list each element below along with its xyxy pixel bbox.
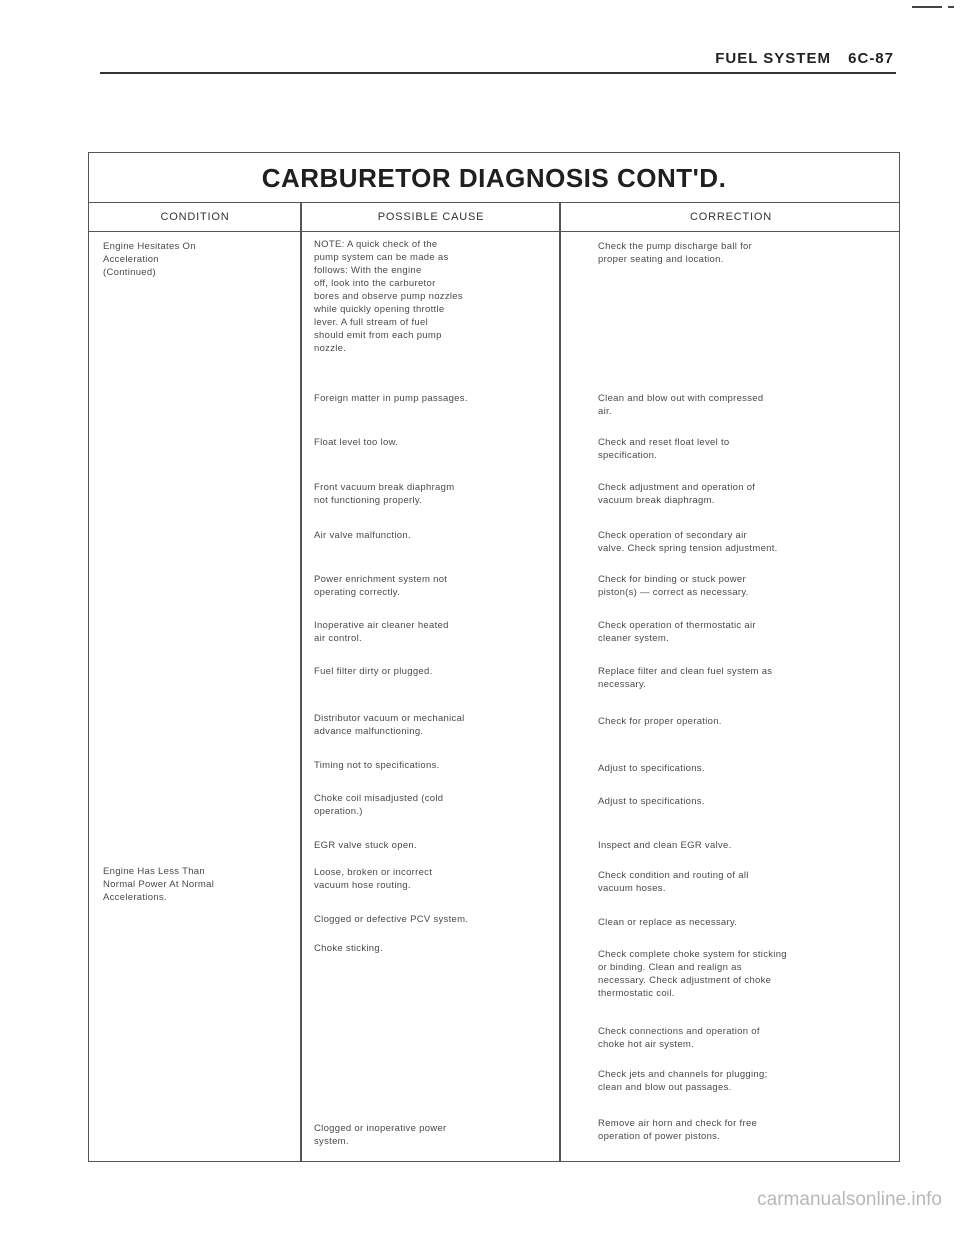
watermark: carmanualsonline.info <box>757 1189 942 1210</box>
correction-cell: Check adjustment and operation of vacuum break diaphragm. <box>598 482 756 506</box>
cause-cell: Air valve malfunction. <box>314 530 411 541</box>
column-header-cause: POSSIBLE CAUSE <box>377 211 485 223</box>
correction-cell: Check the pump discharge ball for proper seating and location. <box>598 241 753 265</box>
running-header <box>715 50 894 67</box>
correction-cell: Adjust to specifications. <box>598 763 705 774</box>
page-number: 6C-87 <box>848 50 894 67</box>
cause-cell: EGR valve stuck open. <box>314 840 417 851</box>
correction-cell: Replace filter and clean fuel system as necessary. <box>598 666 773 690</box>
cause-cell: NOTE: A quick check of the pump system can be made as follows: With the engine off, look into the carburetor bores and observe pump nozzles while quickly opening throttle lever. A full stream of fuel should emit from each pump nozzle. <box>314 239 463 354</box>
cause-cell: Power enrichment system not operating correctly. <box>314 574 448 598</box>
cause-cell: Foreign matter in pump passages. <box>314 393 468 404</box>
correction-cell: Adjust to specifications. <box>598 796 705 807</box>
cause-cell: Choke sticking. <box>314 943 383 954</box>
condition-cell: Engine Has Less Than Normal Power At Normal Accelerations. <box>103 866 215 903</box>
correction-cell: Check for proper operation. <box>598 716 722 727</box>
correction-cell: Check operation of secondary air valve. Check spring tension adjustment. <box>598 530 778 554</box>
cause-cell: Loose, broken or incorrect vacuum hose routing. <box>314 867 433 891</box>
column-header-condition: CONDITION <box>160 211 230 223</box>
correction-cell: Check connections and operation of choke hot air system. <box>598 1026 760 1050</box>
correction-cell: Check condition and routing of all vacuum hoses. <box>598 870 749 894</box>
cause-cell: Front vacuum break diaphragm not functioning properly. <box>314 482 455 506</box>
cause-cell: Clogged or inoperative power system. <box>314 1123 447 1147</box>
cause-cell: Fuel filter dirty or plugged. <box>314 666 433 677</box>
correction-cell: Check and reset float level to specification. <box>598 437 730 461</box>
correction-cell: Inspect and clean EGR valve. <box>598 840 732 851</box>
cause-cell: Timing not to specifications. <box>314 760 440 771</box>
correction-cell: Check jets and channels for plugging; clean and blow out passages. <box>598 1069 768 1093</box>
column-divider <box>559 203 561 1161</box>
correction-cell: Clean or replace as necessary. <box>598 917 738 928</box>
cause-cell: Inoperative air cleaner heated air control. <box>314 620 449 644</box>
correction-cell: Remove air horn and check for free operation of power pistons. <box>598 1118 758 1142</box>
cause-cell: Choke coil misadjusted (cold operation.) <box>314 793 444 817</box>
header-rule <box>100 72 896 74</box>
column-header-correction: CORRECTION <box>690 211 772 223</box>
cause-cell: Float level too low. <box>314 437 399 448</box>
table-title: CARBURETOR DIAGNOSIS CONT'D. <box>89 153 899 203</box>
correction-cell: Check for binding or stuck power piston(s) — correct as necessary. <box>598 574 749 598</box>
correction-cell: Check operation of thermostatic air cleaner system. <box>598 620 756 644</box>
diagnosis-table <box>88 152 900 1162</box>
condition-cell: Engine Hesitates On Acceleration (Continued) <box>103 241 196 278</box>
column-header-row <box>89 203 899 232</box>
section-title: FUEL SYSTEM <box>715 50 831 67</box>
correction-cell: Check complete choke system for sticking or binding. Clean and realign as necessary. Check adjustment of choke thermostatic coil. <box>598 949 787 999</box>
corner-mark <box>912 6 942 8</box>
cause-cell: Distributor vacuum or mechanical advance malfunctioning. <box>314 713 465 737</box>
cause-cell: Clogged or defective PCV system. <box>314 914 469 925</box>
correction-cell: Clean and blow out with compressed air. <box>598 393 764 417</box>
column-divider <box>300 203 302 1161</box>
